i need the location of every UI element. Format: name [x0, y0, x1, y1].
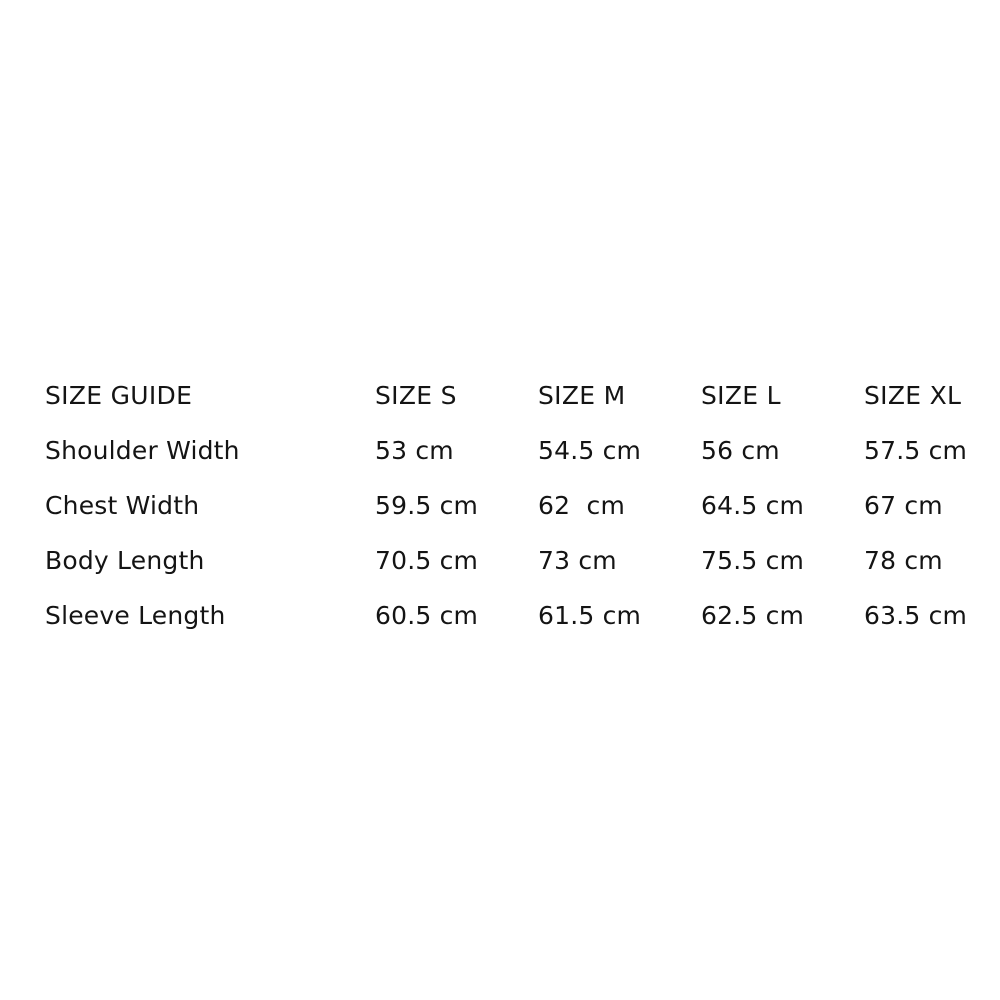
- table-row: [45, 478, 1000, 533]
- table-header-row: [45, 368, 1000, 423]
- column-header-size-l: SIZE L: [701, 381, 781, 410]
- column-header-size-m: SIZE M: [538, 381, 626, 410]
- column-header-size-xl: SIZE XL: [864, 381, 962, 410]
- cell-sleeve-length-l: 62.5 cm: [701, 601, 805, 630]
- cell-shoulder-width-xl: 57.5 cm: [864, 436, 968, 465]
- row-label-shoulder-width: Shoulder Width: [45, 436, 240, 465]
- cell-chest-width-s: 59.5 cm: [375, 491, 479, 520]
- cell-sleeve-length-m: 61.5 cm: [538, 601, 642, 630]
- cell-sleeve-length-s: 60.5 cm: [375, 601, 479, 630]
- table-row: [45, 588, 1000, 643]
- column-header-size-s: SIZE S: [375, 381, 457, 410]
- row-label-chest-width: Chest Width: [45, 491, 200, 520]
- size-guide-table: [45, 368, 1000, 643]
- cell-sleeve-length-xl: 63.5 cm: [864, 601, 968, 630]
- cell-shoulder-width-l: 56 cm: [701, 436, 780, 465]
- table-row: [45, 423, 1000, 478]
- cell-body-length-s: 70.5 cm: [375, 546, 479, 575]
- cell-body-length-l: 75.5 cm: [701, 546, 805, 575]
- row-label-sleeve-length: Sleeve Length: [45, 601, 226, 630]
- cell-body-length-xl: 78 cm: [864, 546, 943, 575]
- cell-chest-width-xl: 67 cm: [864, 491, 943, 520]
- table-row: [45, 533, 1000, 588]
- column-header-size-guide: SIZE GUIDE: [45, 381, 193, 410]
- cell-chest-width-m: 62 cm: [538, 491, 626, 520]
- cell-shoulder-width-s: 53 cm: [375, 436, 454, 465]
- cell-chest-width-l: 64.5 cm: [701, 491, 805, 520]
- cell-shoulder-width-m: 54.5 cm: [538, 436, 642, 465]
- cell-body-length-m: 73 cm: [538, 546, 617, 575]
- row-label-body-length: Body Length: [45, 546, 205, 575]
